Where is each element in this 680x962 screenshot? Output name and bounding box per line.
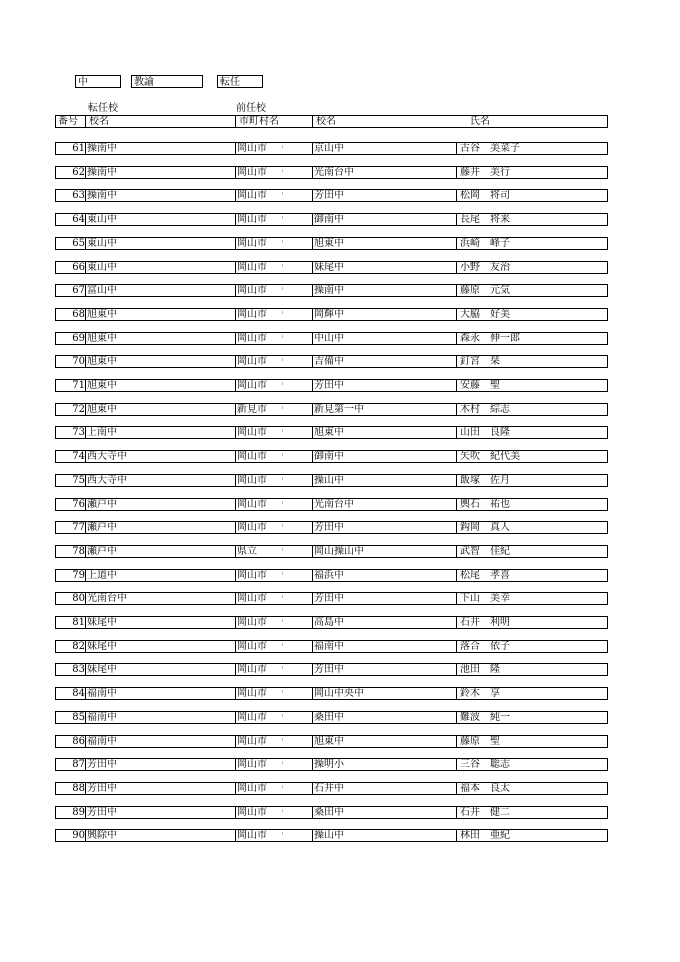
row-school: 芳田中	[87, 807, 117, 818]
row-school: 芳田中	[87, 783, 117, 794]
col-no: 番号	[58, 116, 78, 127]
row-school: 東山中	[87, 214, 117, 225]
row-number: 64	[72, 214, 85, 225]
row-school: 福南中	[87, 712, 117, 723]
table-row	[55, 237, 608, 250]
row-name: 松尾 孝喜	[460, 570, 510, 581]
row-prev-school: 芳田中	[314, 522, 344, 533]
row-number: 70	[72, 356, 85, 367]
row-prev-school: 岡輝中	[314, 309, 344, 320]
row-number: 81	[72, 617, 85, 628]
table-row	[55, 758, 608, 771]
row-name: 藤原 元気	[460, 285, 510, 296]
row-prev-school: 芳田中	[314, 593, 344, 604]
row-city: 岡山市	[237, 262, 267, 273]
row-city: 新見市	[237, 404, 267, 415]
table-header	[55, 115, 608, 128]
filter-level: 中	[75, 75, 121, 88]
row-number: 84	[72, 688, 85, 699]
row-school: 興除中	[87, 830, 117, 841]
row-city: 岡山市	[237, 617, 267, 628]
row-name: 落合 依子	[460, 641, 510, 652]
table-row	[55, 569, 608, 582]
row-name: 安藤 聖	[460, 380, 500, 391]
row-city: 岡山市	[237, 475, 267, 486]
filter-position: 教諭	[131, 75, 203, 88]
col-name: 氏名	[470, 116, 490, 127]
table-row	[55, 806, 608, 819]
table-row	[55, 213, 608, 226]
row-school: 富山中	[87, 285, 117, 296]
row-city: 岡山市	[237, 807, 267, 818]
row-number: 78	[72, 546, 85, 557]
table-row	[55, 355, 608, 368]
row-school: 操南中	[87, 143, 117, 154]
row-city: 岡山市	[237, 499, 267, 510]
table-row	[55, 687, 608, 700]
row-prev-school: 桑田中	[314, 712, 344, 723]
row-number: 69	[72, 333, 85, 344]
row-prev-school: 芳田中	[314, 664, 344, 675]
row-name: 山田 良隆	[460, 427, 510, 438]
table-row	[55, 711, 608, 724]
row-prev-school: 福南中	[314, 641, 344, 652]
table-row	[55, 379, 608, 392]
table-row	[55, 142, 608, 155]
row-name: 輿石 祐也	[460, 499, 510, 510]
row-school: 上南中	[87, 427, 117, 438]
row-school: 芳田中	[87, 759, 117, 770]
row-prev-school: 光南台中	[314, 167, 354, 178]
row-school: 旭東中	[87, 309, 117, 320]
row-school: 旭東中	[87, 333, 117, 344]
col-city: 市町村名	[239, 116, 279, 127]
row-name: 下山 美幸	[460, 593, 510, 604]
row-number: 67	[72, 285, 85, 296]
table-row	[55, 640, 608, 653]
row-number: 76	[72, 499, 85, 510]
row-name: 古谷 美菜子	[460, 143, 520, 154]
row-name: 石井 健二	[460, 807, 510, 818]
row-prev-school: 京山中	[314, 143, 344, 154]
row-number: 83	[72, 664, 85, 675]
row-name: 難波 純一	[460, 712, 510, 723]
row-city: 県立	[237, 546, 257, 557]
row-prev-school: 光南台中	[314, 499, 354, 510]
row-prev-school: 御南中	[314, 451, 344, 462]
row-name: 鈴木 享	[460, 688, 500, 699]
row-name: 藤井 美行	[460, 167, 510, 178]
row-number: 61	[72, 143, 85, 154]
row-number: 77	[72, 522, 85, 533]
row-city: 岡山市	[237, 333, 267, 344]
row-city: 岡山市	[237, 593, 267, 604]
row-prev-school: 桑田中	[314, 807, 344, 818]
row-number: 74	[72, 451, 85, 462]
row-number: 72	[72, 404, 85, 415]
filter-type: 転任	[217, 75, 263, 88]
row-school: 西大寺中	[87, 475, 127, 486]
row-name: 森永 伸一郎	[460, 333, 520, 344]
row-city: 岡山市	[237, 356, 267, 367]
row-school: 妹尾中	[87, 664, 117, 675]
table-row	[55, 308, 608, 321]
table-row	[55, 521, 608, 534]
row-name: 釘宮 栞	[460, 356, 500, 367]
row-school: 上道中	[87, 570, 117, 581]
row-city: 岡山市	[237, 214, 267, 225]
prev-school-group-header: 前任校	[236, 103, 266, 114]
row-city: 岡山市	[237, 736, 267, 747]
table-row	[55, 450, 608, 463]
row-name: 長尾 将来	[460, 214, 510, 225]
row-name: 松岡 将司	[460, 190, 510, 201]
table-row	[55, 782, 608, 795]
table-row	[55, 829, 608, 842]
table-row	[55, 261, 608, 274]
row-name: 鈎岡 真人	[460, 522, 510, 533]
row-city: 岡山市	[237, 285, 267, 296]
table-row	[55, 426, 608, 439]
table-row	[55, 332, 608, 345]
row-prev-school: 石井中	[314, 783, 344, 794]
row-city: 岡山市	[237, 451, 267, 462]
table-row	[55, 735, 608, 748]
row-number: 89	[72, 807, 85, 818]
table-row	[55, 166, 608, 179]
table-row	[55, 592, 608, 605]
row-number: 62	[72, 167, 85, 178]
row-number: 71	[72, 380, 85, 391]
table-row	[55, 403, 608, 416]
row-prev-school: 旭東中	[314, 427, 344, 438]
row-prev-school: 吉備中	[314, 356, 344, 367]
row-name: 大脇 好美	[460, 309, 510, 320]
row-city: 岡山市	[237, 570, 267, 581]
row-school: 福南中	[87, 688, 117, 699]
row-prev-school: 旭東中	[314, 736, 344, 747]
row-city: 岡山市	[237, 830, 267, 841]
row-school: 瀬戸中	[87, 522, 117, 533]
row-number: 87	[72, 759, 85, 770]
row-name: 藤原 聖	[460, 736, 500, 747]
row-city: 岡山市	[237, 712, 267, 723]
row-name: 浜崎 峰子	[460, 238, 510, 249]
row-city: 岡山市	[237, 688, 267, 699]
row-prev-school: 御南中	[314, 214, 344, 225]
table-row	[55, 284, 608, 297]
row-city: 岡山市	[237, 238, 267, 249]
row-number: 85	[72, 712, 85, 723]
row-prev-school: 芳田中	[314, 380, 344, 391]
row-school: 瀬戸中	[87, 499, 117, 510]
row-number: 80	[72, 593, 85, 604]
row-school: 福南中	[87, 736, 117, 747]
row-name: 石井 利明	[460, 617, 510, 628]
row-number: 66	[72, 262, 85, 273]
table-row	[55, 474, 608, 487]
row-city: 岡山市	[237, 143, 267, 154]
new-school-group-header: 転任校	[88, 103, 118, 114]
row-city: 岡山市	[237, 427, 267, 438]
row-number: 79	[72, 570, 85, 581]
row-school: 光南台中	[87, 593, 127, 604]
row-number: 63	[72, 190, 85, 201]
row-prev-school: 高島中	[314, 617, 344, 628]
row-name: 飯塚 佐月	[460, 475, 510, 486]
row-school: 妹尾中	[87, 617, 117, 628]
row-number: 75	[72, 475, 85, 486]
row-school: 東山中	[87, 262, 117, 273]
col-prev-school: 校名	[316, 116, 336, 127]
row-prev-school: 中山中	[314, 333, 344, 344]
row-prev-school: 操山中	[314, 475, 344, 486]
row-school: 東山中	[87, 238, 117, 249]
table-row	[55, 545, 608, 558]
row-number: 65	[72, 238, 85, 249]
row-city: 岡山市	[237, 759, 267, 770]
row-city: 岡山市	[237, 641, 267, 652]
row-prev-school: 岡山中央中	[314, 688, 364, 699]
row-number: 68	[72, 309, 85, 320]
row-school: 妹尾中	[87, 641, 117, 652]
row-prev-school: 福浜中	[314, 570, 344, 581]
row-city: 岡山市	[237, 664, 267, 675]
row-number: 73	[72, 427, 85, 438]
row-school: 西大寺中	[87, 451, 127, 462]
row-city: 岡山市	[237, 783, 267, 794]
row-number: 86	[72, 736, 85, 747]
row-prev-school: 旭東中	[314, 238, 344, 249]
row-school: 旭東中	[87, 404, 117, 415]
row-city: 岡山市	[237, 380, 267, 391]
row-name: 三谷 聡志	[460, 759, 510, 770]
row-name: 池田 隆	[460, 664, 500, 675]
row-prev-school: 操山中	[314, 830, 344, 841]
row-city: 岡山市	[237, 522, 267, 533]
row-name: 矢吹 紀代美	[460, 451, 520, 462]
row-prev-school: 新見第一中	[314, 404, 364, 415]
row-school: 旭東中	[87, 380, 117, 391]
row-prev-school: 操明小	[314, 759, 344, 770]
row-number: 88	[72, 783, 85, 794]
row-city: 岡山市	[237, 309, 267, 320]
row-school: 瀬戸中	[87, 546, 117, 557]
table-row	[55, 189, 608, 202]
row-name: 木村 綜志	[460, 404, 510, 415]
row-name: 福本 良太	[460, 783, 510, 794]
row-prev-school: 芳田中	[314, 190, 344, 201]
row-number: 82	[72, 641, 85, 652]
row-name: 武智 佳紀	[460, 546, 510, 557]
table-row	[55, 663, 608, 676]
row-school: 旭東中	[87, 356, 117, 367]
row-prev-school: 操南中	[314, 285, 344, 296]
row-prev-school: 妹尾中	[314, 262, 344, 273]
row-name: 林田 亜紀	[460, 830, 510, 841]
row-school: 操南中	[87, 190, 117, 201]
col-school: 校名	[89, 116, 109, 127]
table-row	[55, 498, 608, 511]
table-row	[55, 616, 608, 629]
row-number: 90	[72, 830, 85, 841]
row-prev-school: 岡山操山中	[314, 546, 364, 557]
row-school: 操南中	[87, 167, 117, 178]
row-city: 岡山市	[237, 190, 267, 201]
row-name: 小野 友治	[460, 262, 510, 273]
row-city: 岡山市	[237, 167, 267, 178]
